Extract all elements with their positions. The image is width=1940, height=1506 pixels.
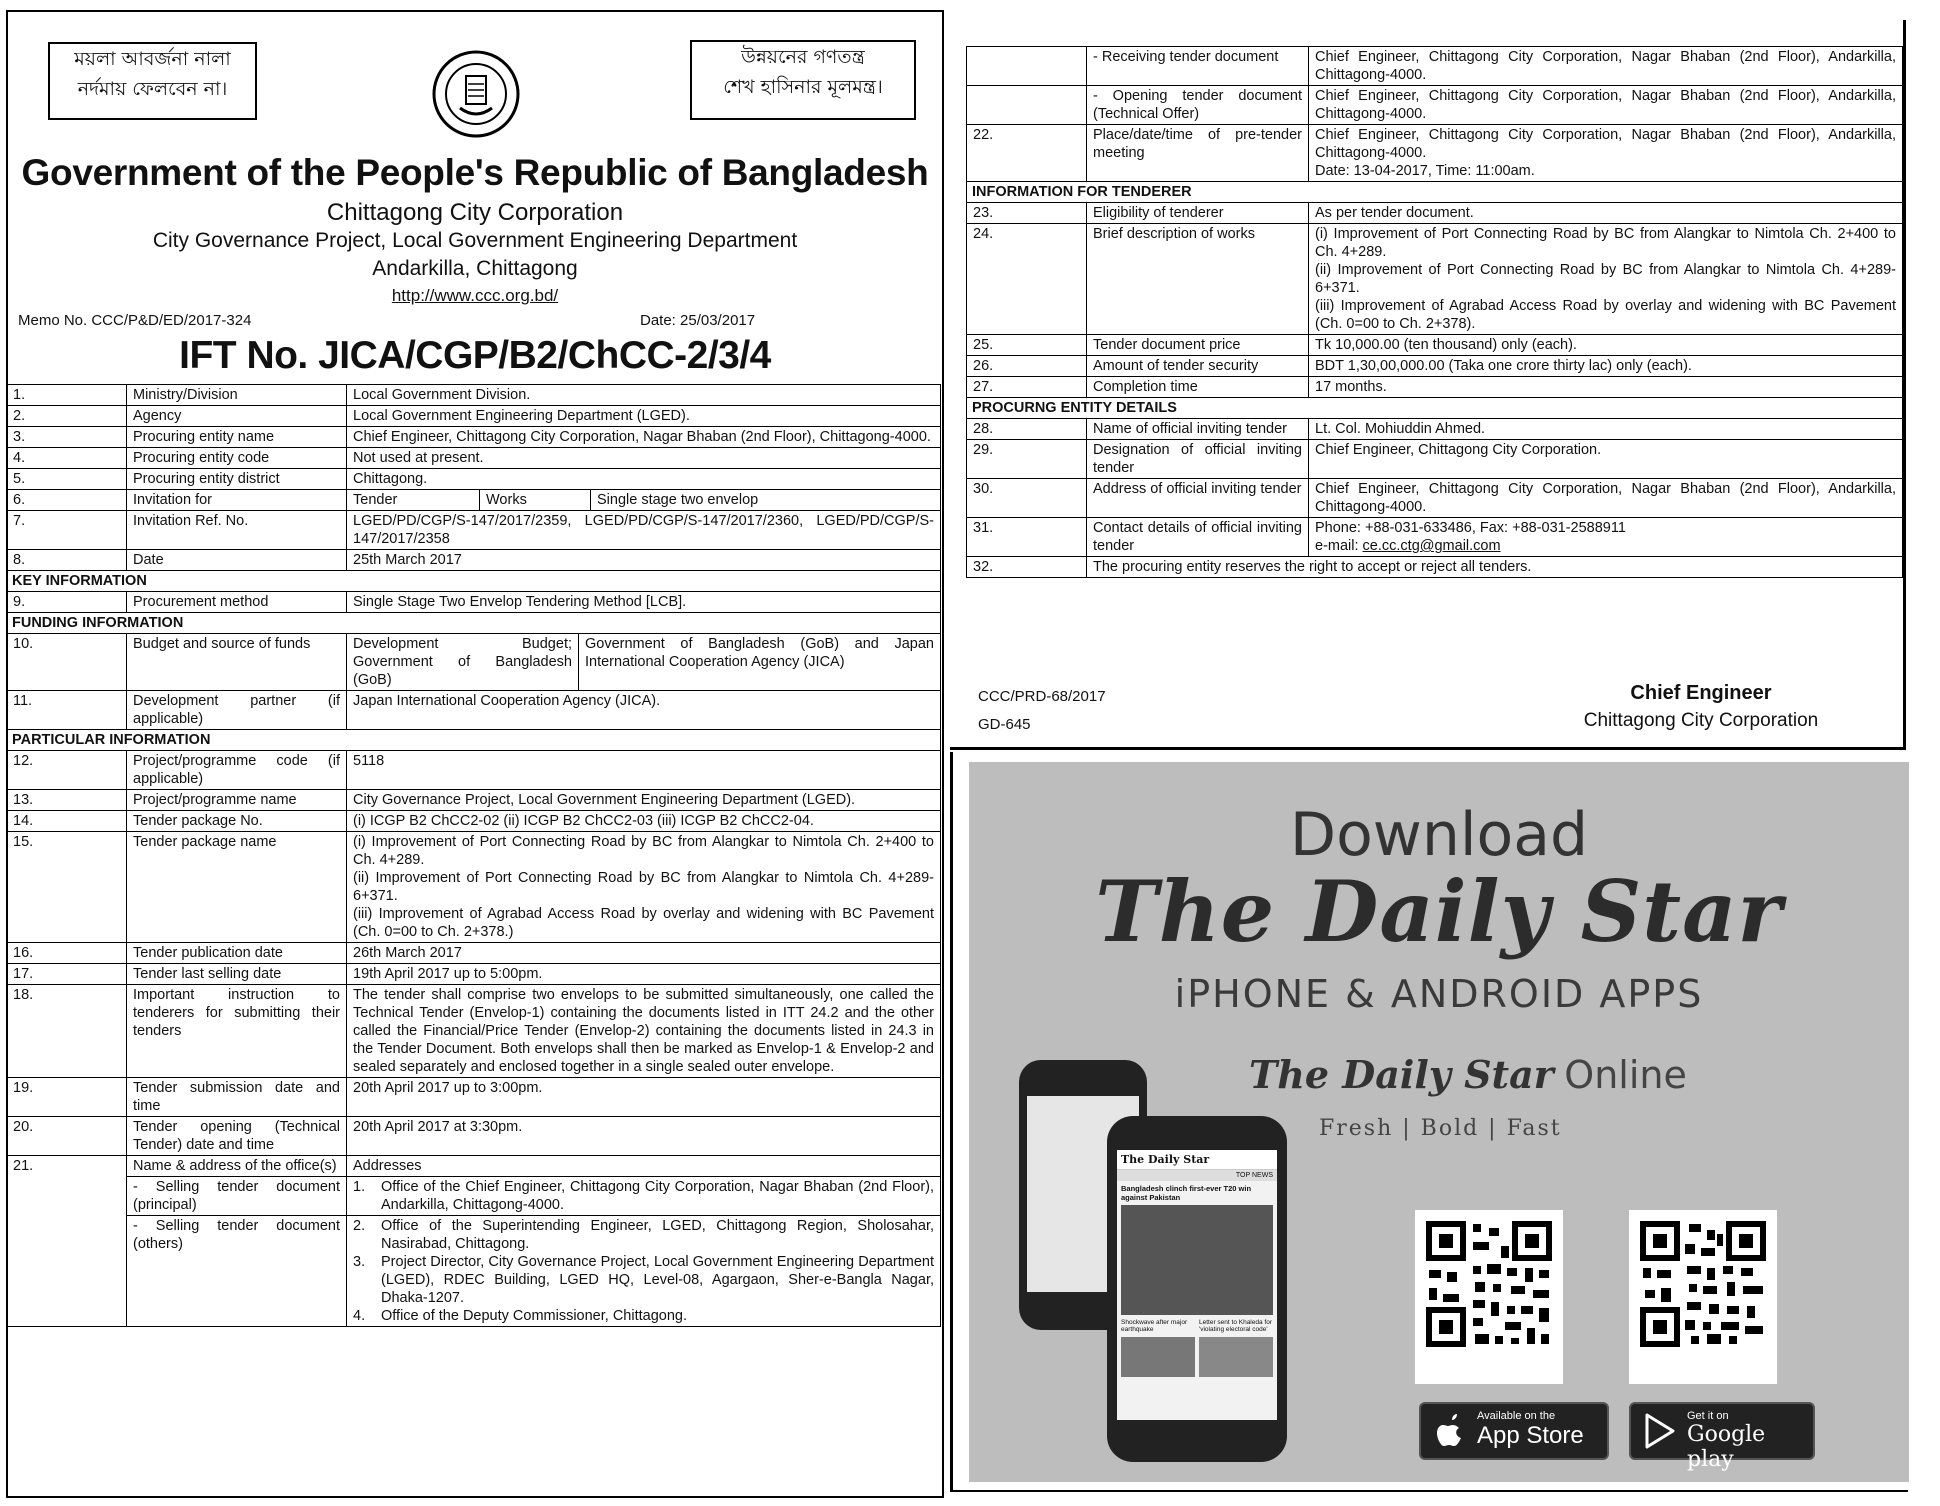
row-number: 20.	[7, 1117, 127, 1156]
table-row	[967, 224, 1903, 335]
row-label: Tender publication date	[127, 943, 347, 964]
row-label: - Selling tender document (others)	[127, 1216, 347, 1327]
row-label: Procuring entity district	[127, 469, 347, 490]
row-value: Chief Engineer, Chittagong City Corporation.	[1309, 440, 1903, 479]
row-value	[1309, 518, 1903, 557]
row-number: 11.	[7, 691, 127, 730]
section-header	[967, 182, 1903, 203]
row-value: Addresses	[347, 1156, 941, 1177]
play-icon	[1643, 1413, 1677, 1449]
row-number: 8.	[7, 550, 127, 571]
row-value-split	[347, 490, 941, 511]
table-row	[7, 511, 941, 550]
section-particular-information: PARTICULAR INFORMATION	[7, 730, 941, 751]
section-header	[967, 398, 1903, 419]
slogan-box-right	[690, 40, 916, 120]
row-label: Brief description of works	[1087, 224, 1309, 335]
row-label: Tender document price	[1087, 335, 1309, 356]
table-row	[7, 634, 941, 691]
phone-screen	[1117, 1150, 1277, 1420]
phone-top-news: TOP NEWS	[1117, 1170, 1277, 1181]
tender-details-table-right	[966, 46, 1903, 578]
row-number: 1.	[7, 385, 127, 406]
table-row	[7, 691, 941, 730]
row-label: Tender submission date and time	[127, 1078, 347, 1117]
row-label: Contact details of official inviting tender	[1087, 518, 1309, 557]
contact-phone-fax: Phone: +88-031-633486, Fax: +88-031-2588911	[1315, 520, 1626, 536]
google-play-small-text: Get it on	[1687, 1410, 1729, 1422]
row-number: 6.	[7, 490, 127, 511]
package-name-3: (iii) Improvement of Agrabad Access Road by overlay and widening with BC Pavement (Ch. 0=00 to Ch. 2+378.)	[353, 906, 934, 940]
row-label: Budget and source of funds	[127, 634, 347, 691]
row-value: 17 months.	[1309, 377, 1903, 398]
row-label: Invitation for	[127, 490, 347, 511]
phone-story-1-photo	[1121, 1337, 1195, 1377]
row-number: 23.	[967, 203, 1087, 224]
row-value: The procuring entity reserves the right to accept or reject all tenders.	[1087, 557, 1903, 578]
row-value: Not used at present.	[347, 448, 941, 469]
phone-front-illustration	[1107, 1116, 1287, 1462]
row-label: Procurement method	[127, 592, 347, 613]
row-value: 25th March 2017	[347, 550, 941, 571]
row-label: Eligibility of tenderer	[1087, 203, 1309, 224]
package-name-1: (i) Improvement of Port Connecting Road by BC from Alangkar to Nimtola Ch. 2+400 to Ch. 4+289.	[353, 834, 934, 868]
row-value: The tender shall comprise two envelops to be submitted simultaneously, one called the Technical Tender (Envelop-1) containing the documents listed in ITT 24.2 and the other called the Financial/Price Tender (Envelop-2) containing the documents listed in 24.3 in the Tender Document. Both envelops shall then be marked as Envelop-1 & Envelop-2 and sealed separately and enclosed together in a single sealed outer envelope.	[347, 985, 941, 1078]
row-number: 14.	[7, 811, 127, 832]
table-row	[7, 427, 941, 448]
row-value-budget: Development Budget; Government of Bangladesh (GoB)	[347, 634, 579, 691]
daily-star-app-advertisement	[950, 752, 1908, 1492]
row-label: Project/programme name	[127, 790, 347, 811]
city-corporation-seal-icon	[432, 50, 520, 138]
website-link[interactable]: http://www.ccc.org.bd/	[391, 286, 559, 305]
table-row	[7, 1078, 941, 1117]
slogan-right-line1: উন্নয়নের গণতন্ত্র	[741, 46, 865, 68]
row-value: 19th April 2017 up to 5:00pm.	[347, 964, 941, 985]
section-header	[7, 571, 941, 592]
slogan-left-line1: ময়লা আবর্জনা নালা	[74, 48, 231, 70]
row-value-source: Government of Bangladesh (GoB) and Japan International Cooperation Agency (JICA)	[579, 634, 941, 691]
address-text: Office of the Superintending Engineer, LGED, Chittagong Region, Sholosahar, Nasirabad, Chittagong.	[381, 1218, 934, 1252]
table-row	[7, 811, 941, 832]
package-name-2: (ii) Improvement of Port Connecting Road by BC from Alangkar to Nimtola Ch. 4+289-6+371.	[353, 870, 934, 904]
table-row	[967, 440, 1903, 479]
row-number: 13.	[7, 790, 127, 811]
row-number: 10.	[7, 634, 127, 691]
invitation-stage: Single stage two envelop	[597, 492, 759, 508]
address-text: Project Director, City Governance Project, Local Government Engineering Department (LGED), RDEC Building, LGED HQ, Level-08, Agargaon, Sher-e-Bangla Nagar, Dhaka-1207.	[381, 1254, 934, 1306]
project-name: City Governance Project, Local Government Engineering Department	[152, 229, 798, 252]
table-row	[7, 832, 941, 943]
app-store-button[interactable]	[1419, 1402, 1609, 1460]
slogan-box-left	[48, 42, 257, 120]
slogan-left-line2: নর্দমায় ফেলবেন না।	[77, 78, 228, 100]
meeting-datetime: Date: 13-04-2017, Time: 11:00am.	[1315, 163, 1535, 179]
row-number: 25.	[967, 335, 1087, 356]
row-label: Tender package name	[127, 832, 347, 943]
ad-brand-logo: The Daily Star	[1095, 862, 1783, 961]
meeting-place: Chief Engineer, Chittagong City Corporation, Nagar Bhaban (2nd Floor), Andarkilla, Chittagong-4000.	[1315, 127, 1896, 161]
row-number: 28.	[967, 419, 1087, 440]
row-number	[967, 86, 1087, 125]
table-row	[7, 1216, 941, 1327]
table-row	[967, 377, 1903, 398]
row-number: 17.	[7, 964, 127, 985]
row-value: 20th April 2017 up to 3:00pm.	[347, 1078, 941, 1117]
ad-online-brand: The Daily Star	[1249, 1052, 1554, 1097]
email-link[interactable]: ce.cc.ctg@gmail.com	[1362, 538, 1501, 554]
row-value: 26th March 2017	[347, 943, 941, 964]
row-number: 12.	[7, 751, 127, 790]
row-number: 32.	[967, 557, 1087, 578]
table-row	[967, 356, 1903, 377]
row-value: 20th April 2017 at 3:30pm.	[347, 1117, 941, 1156]
contact-email-line	[1315, 537, 1896, 555]
work-description-2: (ii) Improvement of Port Connecting Road by BC from Alangkar to Nimtola Ch. 4+289-6+371.	[1315, 262, 1896, 296]
ad-background	[969, 762, 1909, 1482]
row-number: 22.	[967, 125, 1087, 182]
row-label: Tender package No.	[127, 811, 347, 832]
row-value: City Governance Project, Local Government Engineering Department (LGED).	[347, 790, 941, 811]
row-label: Amount of tender security	[1087, 356, 1309, 377]
row-label: Tender opening (Technical Tender) date and time	[127, 1117, 347, 1156]
table-row	[7, 592, 941, 613]
row-value: LGED/PD/CGP/S-147/2017/2359, LGED/PD/CGP/S-147/2017/2360, LGED/PD/CGP/S-147/2017/2358	[347, 511, 941, 550]
invitation-tender: Tender	[347, 490, 480, 510]
row-value: Japan International Cooperation Agency (JICA).	[347, 691, 941, 730]
row-number: 19.	[7, 1078, 127, 1117]
app-store-text: App Store	[1477, 1422, 1584, 1449]
address-number: 2.	[353, 1218, 366, 1234]
row-value: As per tender document.	[1309, 203, 1903, 224]
row-label: Place/date/time of pre-tender meeting	[1087, 125, 1309, 182]
row-value: Lt. Col. Mohiuddin Ahmed.	[1309, 419, 1903, 440]
address-text: Office of the Chief Engineer, Chittagong City Corporation, Nagar Bhaban (2nd Floor), Andarkilla, Chittagong-4000.	[381, 1179, 934, 1213]
row-label: Procuring entity code	[127, 448, 347, 469]
row-label: Procuring entity name	[127, 427, 347, 448]
row-label: Name & address of the office(s)	[127, 1156, 347, 1177]
row-number: 30.	[967, 479, 1087, 518]
signatory-title: Chief Engineer	[1630, 682, 1772, 704]
row-number: 3.	[7, 427, 127, 448]
row-number: 16.	[7, 943, 127, 964]
row-number: 9.	[7, 592, 127, 613]
organization-address: Andarkilla, Chittagong	[372, 257, 578, 280]
row-value: Local Government Engineering Department (LGED).	[347, 406, 941, 427]
row-label: Designation of official inviting tender	[1087, 440, 1309, 479]
table-row	[967, 479, 1903, 518]
row-label: Development partner (if applicable)	[127, 691, 347, 730]
row-number: 18.	[7, 985, 127, 1078]
phone-news-photo	[1121, 1205, 1273, 1315]
row-number: 29.	[967, 440, 1087, 479]
row-label: - Selling tender document (principal)	[127, 1177, 347, 1216]
table-row	[7, 406, 941, 427]
row-label: Completion time	[1087, 377, 1309, 398]
section-key-information: KEY INFORMATION	[7, 571, 941, 592]
section-funding-information: FUNDING INFORMATION	[7, 613, 941, 634]
app-store-small-text: Available on the	[1477, 1410, 1556, 1422]
row-value: Local Government Division.	[347, 385, 941, 406]
table-row	[7, 751, 941, 790]
memo-number: Memo No. CCC/P&D/ED/2017-324	[18, 312, 252, 329]
email-label: e-mail:	[1315, 538, 1363, 554]
phone-story-2: Letter sent to Khaleda for 'violating electoral code'	[1199, 1319, 1272, 1333]
ad-download-heading: Download	[1289, 800, 1589, 870]
row-label: Tender last selling date	[127, 964, 347, 985]
signatory-organization: Chittagong City Corporation	[1583, 710, 1819, 731]
row-value: Chief Engineer, Chittagong City Corporation, Nagar Bhaban (2nd Floor), Andarkilla, Chittagong-4000.	[1309, 86, 1903, 125]
ad-online-logo	[1249, 1052, 1687, 1098]
table-row	[7, 1156, 941, 1177]
row-value: Chittagong.	[347, 469, 941, 490]
table-row	[967, 86, 1903, 125]
row-number: 31.	[967, 518, 1087, 557]
row-value: Chief Engineer, Chittagong City Corporation, Nagar Bhaban (2nd Floor), Andarkilla, Chittagong-4000.	[1309, 47, 1903, 86]
ad-tagline: Fresh | Bold | Fast	[1319, 1116, 1562, 1141]
row-label: Address of official inviting tender	[1087, 479, 1309, 518]
work-description-3: (iii) Improvement of Agrabad Access Road by overlay and widening with BC Pavement (Ch. 0=00 to Ch. 2+378).	[1315, 298, 1896, 332]
slogan-right-line2: শেখ হাসিনার মূলমন্ত্র।	[723, 76, 883, 98]
table-row	[7, 1117, 941, 1156]
qr-code-ios-icon[interactable]	[1415, 1210, 1563, 1384]
row-value: Tk 10,000.00 (ten thousand) only (each).	[1309, 335, 1903, 356]
qr-code-android-icon[interactable]	[1629, 1210, 1777, 1384]
row-label: Project/programme code (if applicable)	[127, 751, 347, 790]
organization-name: Chittagong City Corporation	[326, 199, 624, 226]
phone-story-2-photo	[1199, 1337, 1273, 1377]
table-row	[967, 419, 1903, 440]
table-row	[967, 557, 1903, 578]
row-value	[347, 1177, 941, 1216]
row-label: Invitation Ref. No.	[127, 511, 347, 550]
table-row	[7, 448, 941, 469]
row-label: Agency	[127, 406, 347, 427]
gd-number: GD-645	[978, 716, 1031, 733]
table-row	[7, 964, 941, 985]
row-label: Date	[127, 550, 347, 571]
table-row	[967, 125, 1903, 182]
section-header	[7, 730, 941, 751]
row-value: BDT 1,30,00,000.00 (Taka one crore thirty lac) only (each).	[1309, 356, 1903, 377]
table-row	[7, 490, 941, 511]
ift-number: IFT No. JICA/CGP/B2/ChCC-2/3/4	[179, 334, 771, 377]
row-value	[347, 1216, 941, 1327]
address-text: Office of the Deputy Commissioner, Chittagong.	[381, 1308, 687, 1324]
memo-date: Date: 25/03/2017	[640, 312, 756, 329]
tender-details-table-left	[6, 384, 941, 1327]
table-row	[7, 550, 941, 571]
google-play-text: Google play	[1687, 1422, 1766, 1472]
phone-app-brand: The Daily Star	[1117, 1150, 1277, 1170]
table-row	[7, 943, 941, 964]
address-number: 1.	[353, 1179, 366, 1195]
row-number: 24.	[967, 224, 1087, 335]
section-header	[7, 613, 941, 634]
row-number: 21.	[7, 1156, 127, 1327]
work-description-1: (i) Improvement of Port Connecting Road by BC from Alangkar to Nimtola Ch. 2+400 to Ch. 4+289.	[1315, 226, 1896, 260]
row-label: - Opening tender document (Technical Offer)	[1087, 86, 1309, 125]
address-number: 4.	[353, 1308, 366, 1324]
invitation-works: Works	[480, 490, 591, 510]
row-value	[347, 832, 941, 943]
address-number: 3.	[353, 1254, 366, 1270]
row-label: Ministry/Division	[127, 385, 347, 406]
apple-icon	[1435, 1412, 1467, 1448]
table-row	[967, 47, 1903, 86]
row-label: Important instruction to tenderers for submitting their tenders	[127, 985, 347, 1078]
reference-number: CCC/PRD-68/2017	[978, 688, 1106, 705]
table-row	[967, 335, 1903, 356]
row-value: Chief Engineer, Chittagong City Corporation, Nagar Bhaban (2nd Floor), Andarkilla, Chittagong-4000.	[1309, 479, 1903, 518]
table-row	[967, 203, 1903, 224]
row-label: - Receiving tender document	[1087, 47, 1309, 86]
google-play-button[interactable]	[1629, 1402, 1815, 1472]
table-row	[7, 385, 941, 406]
row-label: Name of official inviting tender	[1087, 419, 1309, 440]
row-value: Chief Engineer, Chittagong City Corporation, Nagar Bhaban (2nd Floor), Chittagong-4000.	[347, 427, 941, 448]
row-value: (i) ICGP B2 ChCC2-02 (ii) ICGP B2 ChCC2-03 (iii) ICGP B2 ChCC2-04.	[347, 811, 941, 832]
row-value	[1309, 125, 1903, 182]
table-row	[7, 790, 941, 811]
table-row	[967, 518, 1903, 557]
row-number: 27.	[967, 377, 1087, 398]
row-number	[967, 47, 1087, 86]
row-value	[1309, 224, 1903, 335]
table-row	[7, 1177, 941, 1216]
government-title: Government of the People's Republic of Bangladesh	[21, 152, 929, 193]
row-value: 5118	[347, 751, 941, 790]
ad-online-word: Online	[1564, 1053, 1687, 1097]
row-number: 26.	[967, 356, 1087, 377]
section-procuring-entity-details: PROCURNG ENTITY DETAILS	[967, 398, 1903, 419]
table-row	[7, 985, 941, 1078]
row-number: 5.	[7, 469, 127, 490]
ad-apps-subheading: iPHONE & ANDROID APPS	[1174, 972, 1704, 1016]
phone-headline: Bangladesh clinch first-ever T20 win against Pakistan	[1121, 1184, 1252, 1202]
row-number: 4.	[7, 448, 127, 469]
row-value: Single Stage Two Envelop Tendering Method [LCB].	[347, 592, 941, 613]
row-number: 7.	[7, 511, 127, 550]
row-number: 15.	[7, 832, 127, 943]
row-number: 2.	[7, 406, 127, 427]
phone-story-1: Shockwave after major earthquake	[1121, 1319, 1188, 1333]
table-row	[7, 469, 941, 490]
section-information-for-tenderer: INFORMATION FOR TENDERER	[967, 182, 1903, 203]
